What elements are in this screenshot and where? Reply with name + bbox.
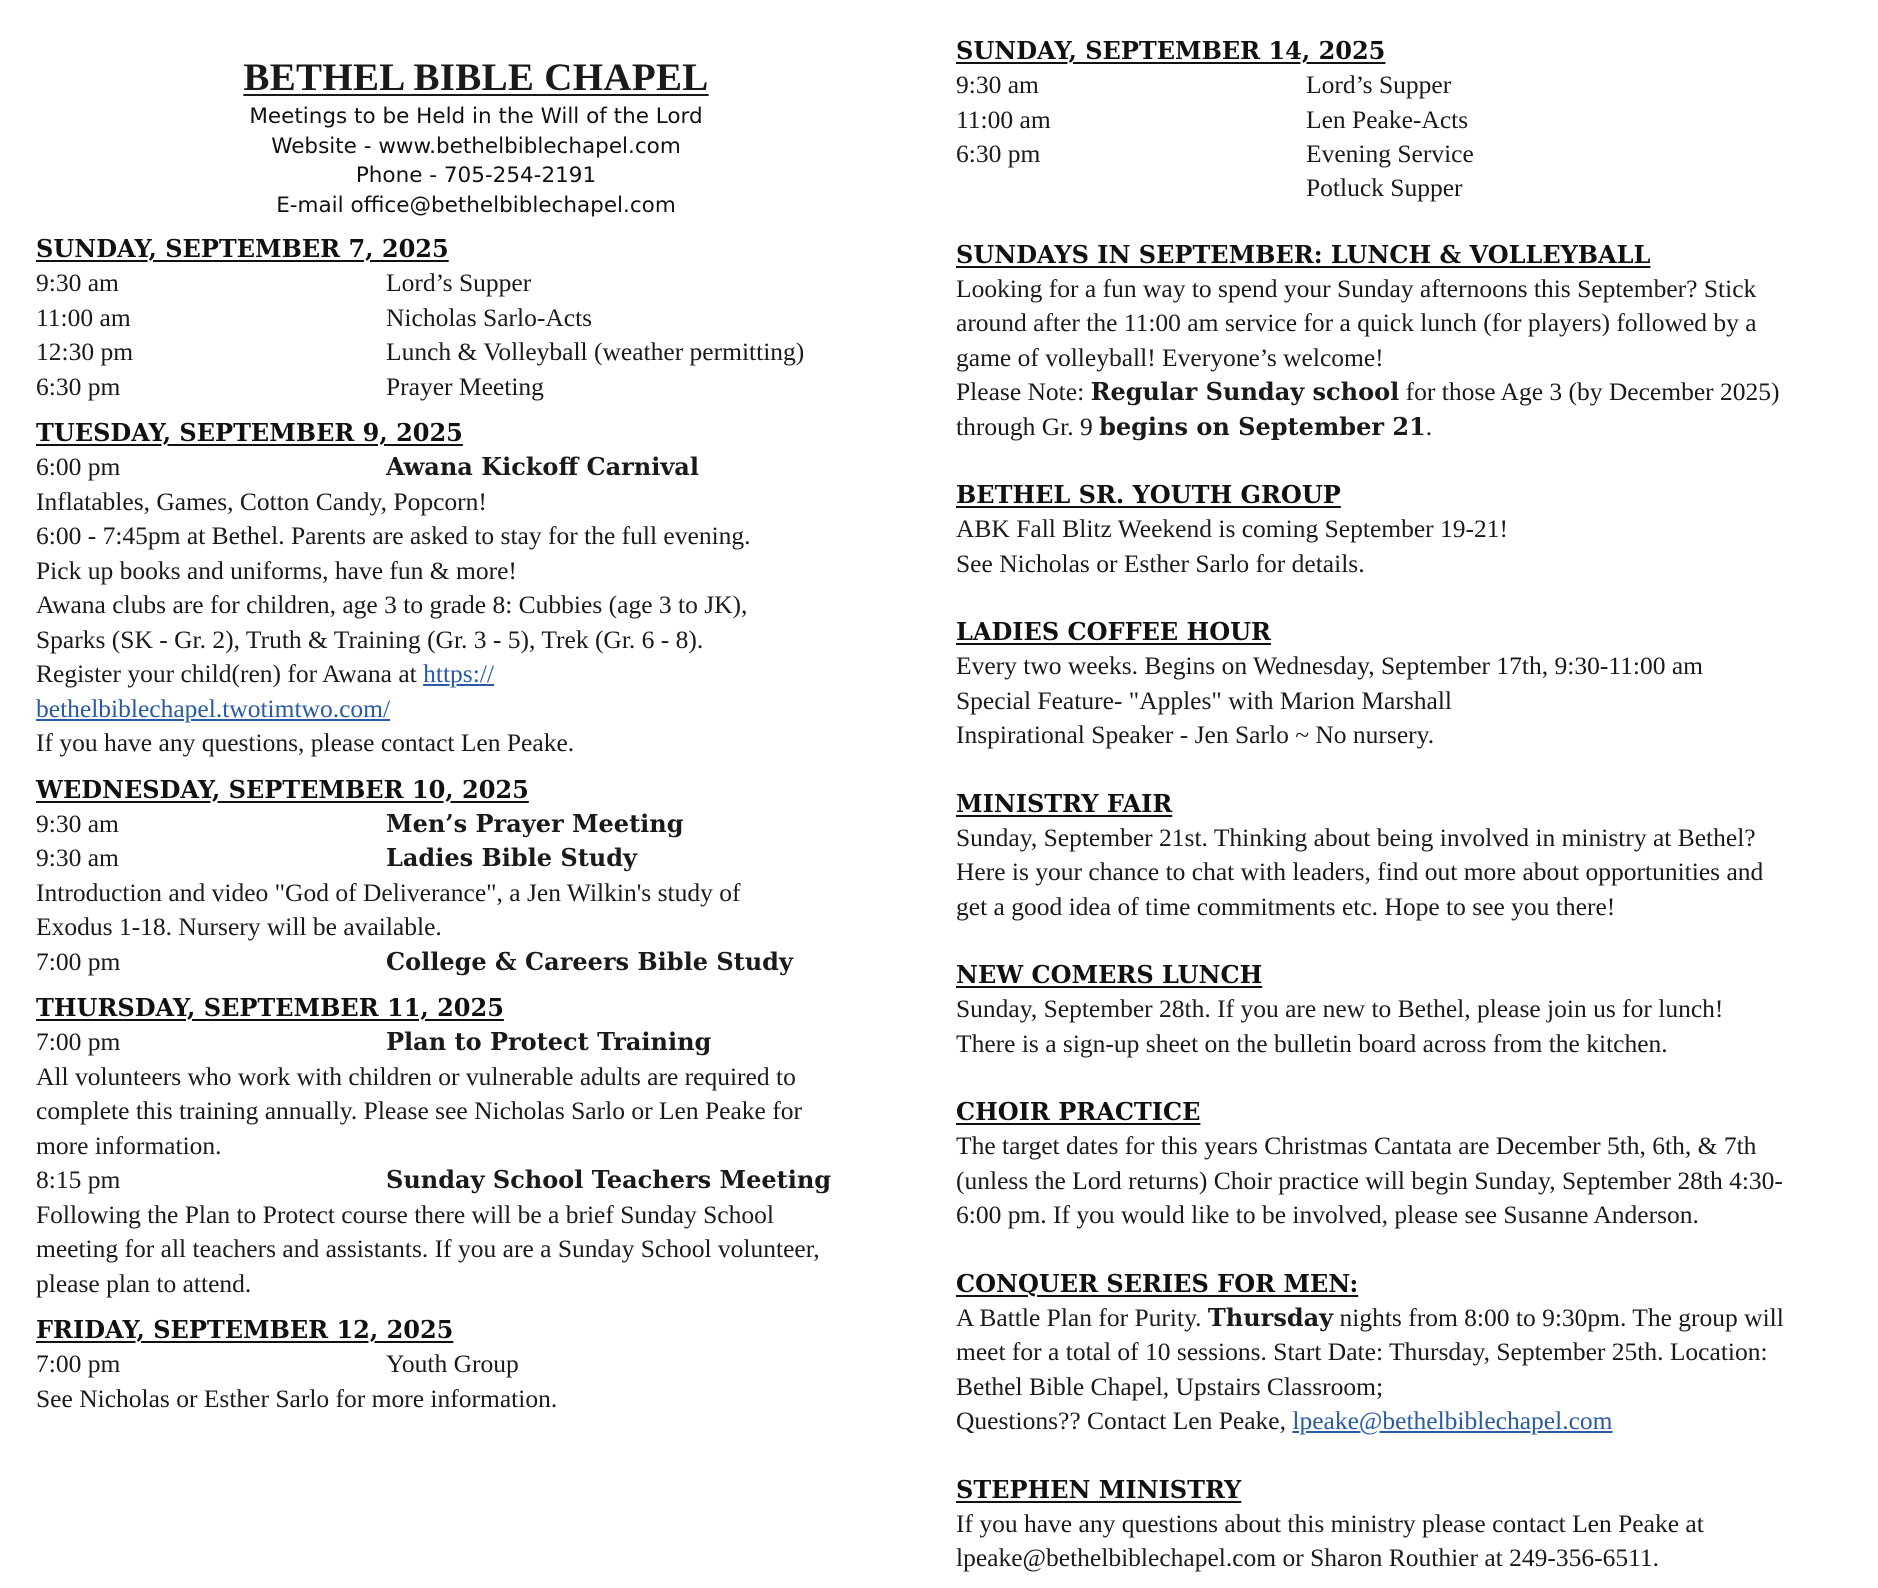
section-thursday-sep-11 bbox=[36, 991, 916, 1301]
section-heading: WEDNESDAY, SEPTEMBER 10, 2025 bbox=[36, 774, 529, 804]
schedule-time: 11:00 am bbox=[956, 104, 1051, 134]
schedule-row bbox=[36, 450, 916, 485]
schedule-event: Len Peake-Acts bbox=[1306, 104, 1469, 134]
schedule-time: 9:30 am bbox=[36, 808, 119, 838]
schedule-event-extra: Potluck Supper bbox=[1306, 172, 1463, 202]
description-line: ABK Fall Blitz Weekend is coming September 19-21! bbox=[956, 514, 1509, 543]
note-emphasis: Regular Sunday school bbox=[1090, 377, 1400, 406]
schedule-event: Prayer Meeting bbox=[386, 371, 544, 401]
note-text: . bbox=[1425, 411, 1433, 441]
description-line: Special Feature- "Apples" with Marion Marshall bbox=[956, 685, 1452, 715]
schedule-time: 9:30 am bbox=[956, 70, 1039, 99]
schedule-time: 9:30 am bbox=[36, 268, 119, 297]
schedule-time: 6:00 pm bbox=[36, 452, 121, 481]
description-line: Here is your chance to chat with leaders, find out more about opportunities and bbox=[956, 857, 1764, 886]
lpeake-email-link[interactable]: lpeake@bethelbiblechapel.com bbox=[1292, 1406, 1613, 1435]
section-stephen-ministry bbox=[956, 1473, 1861, 1576]
description-line: Following the Plan to Protect course there will be a brief Sunday School bbox=[36, 1199, 774, 1229]
schedule-time: 7:00 pm bbox=[36, 946, 121, 976]
schedule-event: Nicholas Sarlo-Acts bbox=[386, 302, 593, 332]
section-friday-sep-12 bbox=[36, 1313, 916, 1416]
schedule-event: Plan to Protect Training bbox=[386, 1027, 712, 1056]
awana-register-link[interactable]: https:// bbox=[423, 659, 494, 688]
section-heading: LADIES COFFEE HOUR bbox=[956, 617, 1271, 646]
section-sunday-sep-14 bbox=[956, 34, 1861, 204]
description-line: Sunday, September 28th. If you are new to Bethel, please join us for lunch! bbox=[956, 994, 1724, 1023]
church-name: BETHEL BIBLE CHAPEL bbox=[243, 56, 709, 99]
masthead bbox=[36, 54, 916, 220]
section-heading: THURSDAY, SEPTEMBER 11, 2025 bbox=[36, 993, 504, 1022]
schedule-row bbox=[36, 1163, 916, 1198]
section-ladies-coffee bbox=[956, 615, 1861, 753]
note-text: for those Age 3 (by December 2025) bbox=[1399, 377, 1780, 406]
schedule-time: 9:30 am bbox=[36, 843, 119, 872]
website-line: Website - www.bethelbiblechapel.com bbox=[271, 133, 681, 159]
section-heading: STEPHEN MINISTRY bbox=[956, 1474, 1242, 1504]
description-line: 6:00 pm. If you would like to be involved, please see Susanne Anderson. bbox=[956, 1200, 1699, 1229]
schedule-time: 6:30 pm bbox=[956, 139, 1041, 168]
left-column bbox=[36, 0, 916, 1428]
description-line: Pick up books and uniforms, have fun & more! bbox=[36, 555, 517, 585]
awana-register-link-cont[interactable]: bethelbiblechapel.twotimtwo.com/ bbox=[36, 693, 391, 723]
description-line: lpeake@bethelbiblechapel.com or Sharon Routhier at 249-356-6511. bbox=[956, 1543, 1660, 1572]
section-heading: TUESDAY, SEPTEMBER 9, 2025 bbox=[36, 418, 463, 447]
phone-line: Phone - 705-254-2191 bbox=[355, 163, 597, 188]
description-line: All volunteers who work with children or vulnerable adults are required to bbox=[36, 1061, 796, 1091]
sunday-school-note-2 bbox=[956, 410, 1861, 445]
schedule-time: 11:00 am bbox=[36, 302, 131, 332]
description-line bbox=[956, 1301, 1861, 1336]
schedule-time: 7:00 pm bbox=[36, 1349, 121, 1378]
section-new-comers bbox=[956, 958, 1861, 1061]
section-lunch-volleyball bbox=[956, 238, 1861, 445]
schedule-row bbox=[956, 137, 1861, 172]
section-tuesday-sep-9 bbox=[36, 416, 916, 761]
section-heading: BETHEL SR. YOUTH GROUP bbox=[956, 480, 1341, 509]
section-heading: CHOIR PRACTICE bbox=[956, 1097, 1201, 1126]
schedule-row bbox=[36, 945, 916, 980]
description-line: Sunday, September 21st. Thinking about being involved in ministry at Bethel? bbox=[956, 822, 1756, 852]
schedule-event: Ladies Bible Study bbox=[386, 843, 637, 872]
note-label: Please Note: bbox=[956, 377, 1091, 406]
conquer-emphasis: Thursday bbox=[1207, 1302, 1334, 1332]
description-line: Every two weeks. Begins on Wednesday, September 17th, 9:30-11:00 am bbox=[956, 651, 1703, 680]
description-line: get a good idea of time commitments etc. Hope to see you there! bbox=[956, 891, 1616, 921]
description-line: complete this training annually. Please see Nicholas Sarlo or Len Peake for bbox=[36, 1096, 802, 1125]
description-line: meet for a total of 10 sessions. Start Date: Thursday, September 25th. Location: bbox=[956, 1337, 1768, 1366]
description-line: Sparks (SK - Gr. 2), Truth & Training (Gr. 3 - 5), Trek (Gr. 6 - 8). bbox=[36, 624, 704, 654]
schedule-row bbox=[36, 266, 916, 301]
description-line: meeting for all teachers and assistants. If you are a Sunday School volunteer, bbox=[36, 1234, 820, 1263]
schedule-event: College & Careers Bible Study bbox=[386, 946, 793, 976]
description-line: around after the 11:00 am service for a quick lunch (for players) followed by a bbox=[956, 308, 1757, 337]
register-line-2 bbox=[36, 692, 916, 727]
schedule-time: 8:15 pm bbox=[36, 1165, 121, 1194]
schedule-event: Evening Service bbox=[1306, 139, 1474, 168]
description-line: If you have any questions about this ministry please contact Len Peake at bbox=[956, 1508, 1704, 1538]
description-line: Exodus 1-18. Nursery will be available. bbox=[36, 912, 442, 941]
section-sunday-sep-7 bbox=[36, 232, 916, 404]
tagline: Meetings to be Held in the Will of the Lord bbox=[249, 104, 703, 129]
description-line: more information. bbox=[36, 1130, 222, 1160]
description-line: 6:00 - 7:45pm at Bethel. Parents are asked to stay for the full evening. bbox=[36, 521, 751, 550]
description-line: If you have any questions, please contact Len Peake. bbox=[36, 728, 575, 757]
description-line: There is a sign-up sheet on the bulletin board across from the kitchen. bbox=[956, 1028, 1668, 1058]
description-line: Bethel Bible Chapel, Upstairs Classroom; bbox=[956, 1371, 1384, 1401]
register-text: Register your child(ren) for Awana at bbox=[36, 659, 424, 688]
schedule-row bbox=[36, 1025, 916, 1060]
contact-line bbox=[956, 1404, 1861, 1439]
section-heading: MINISTRY FAIR bbox=[956, 788, 1173, 818]
schedule-row bbox=[956, 68, 1861, 103]
section-heading: NEW COMERS LUNCH bbox=[956, 960, 1263, 989]
contact-text: Questions?? Contact Len Peake, bbox=[956, 1406, 1293, 1435]
description-line: See Nicholas or Esther Sarlo for more information. bbox=[36, 1383, 558, 1413]
sunday-school-note bbox=[956, 375, 1861, 410]
section-choir bbox=[956, 1095, 1861, 1233]
schedule-time: 7:00 pm bbox=[36, 1027, 121, 1056]
conquer-text: A Battle Plan for Purity. bbox=[956, 1302, 1208, 1332]
section-sr-youth bbox=[956, 478, 1861, 581]
schedule-event: Men’s Prayer Meeting bbox=[386, 808, 684, 838]
email-line: E-mail office@bethelbiblechapel.com bbox=[276, 192, 676, 218]
schedule-event: Lunch & Volleyball (weather permitting) bbox=[386, 337, 805, 366]
schedule-row bbox=[36, 335, 916, 370]
description-line: (unless the Lord returns) Choir practice will begin Sunday, September 28th 4:30- bbox=[956, 1165, 1783, 1195]
description-line: game of volleyball! Everyone’s welcome! bbox=[956, 342, 1384, 372]
schedule-event: Lord’s Supper bbox=[1306, 70, 1452, 99]
note-text: through Gr. 9 bbox=[956, 411, 1100, 441]
conquer-text: nights from 8:00 to 9:30pm. The group will bbox=[1333, 1302, 1784, 1332]
schedule-row bbox=[36, 841, 916, 876]
schedule-event: Lord’s Supper bbox=[386, 268, 532, 297]
note-emphasis: begins on September 21 bbox=[1099, 411, 1426, 441]
section-heading: FRIDAY, SEPTEMBER 12, 2025 bbox=[36, 1315, 454, 1344]
schedule-row bbox=[956, 103, 1861, 138]
schedule-time: 12:30 pm bbox=[36, 337, 134, 366]
schedule-row bbox=[36, 807, 916, 842]
section-heading: SUNDAYS IN SEPTEMBER: LUNCH & VOLLEYBALL bbox=[956, 239, 1651, 269]
description-line: Inspirational Speaker - Jen Sarlo ~ No nursery. bbox=[956, 720, 1435, 749]
section-wednesday-sep-10 bbox=[36, 773, 916, 980]
schedule-event: Sunday School Teachers Meeting bbox=[386, 1165, 832, 1194]
schedule-event: Youth Group bbox=[386, 1349, 519, 1378]
description-line: Awana clubs are for children, age 3 to grade 8: Cubbies (age 3 to JK), bbox=[36, 590, 748, 619]
description-line: The target dates for this years Christmas Cantata are December 5th, 6th, & 7th bbox=[956, 1131, 1757, 1160]
section-heading: SUNDAY, SEPTEMBER 14, 2025 bbox=[956, 36, 1386, 65]
description-line: please plan to attend. bbox=[36, 1268, 252, 1298]
description-line: Introduction and video "God of Deliverance", a Jen Wilkin's study of bbox=[36, 877, 741, 907]
section-heading: CONQUER SERIES FOR MEN: bbox=[956, 1268, 1359, 1298]
right-column bbox=[956, 0, 1861, 1588]
description-line: Inflatables, Games, Cotton Candy, Popcorn! bbox=[36, 486, 487, 516]
register-line bbox=[36, 657, 916, 692]
schedule-row bbox=[36, 1347, 916, 1382]
schedule-row bbox=[36, 301, 916, 336]
section-heading: SUNDAY, SEPTEMBER 7, 2025 bbox=[36, 234, 449, 263]
schedule-time: 6:30 pm bbox=[36, 371, 121, 401]
description-line: See Nicholas or Esther Sarlo for details. bbox=[956, 548, 1365, 578]
schedule-event: Awana Kickoff Carnival bbox=[386, 452, 699, 481]
section-ministry-fair bbox=[956, 787, 1861, 925]
schedule-row bbox=[36, 370, 916, 405]
description-line: Looking for a fun way to spend your Sunday afternoons this September? Stick bbox=[956, 273, 1757, 303]
section-conquer bbox=[956, 1267, 1861, 1439]
